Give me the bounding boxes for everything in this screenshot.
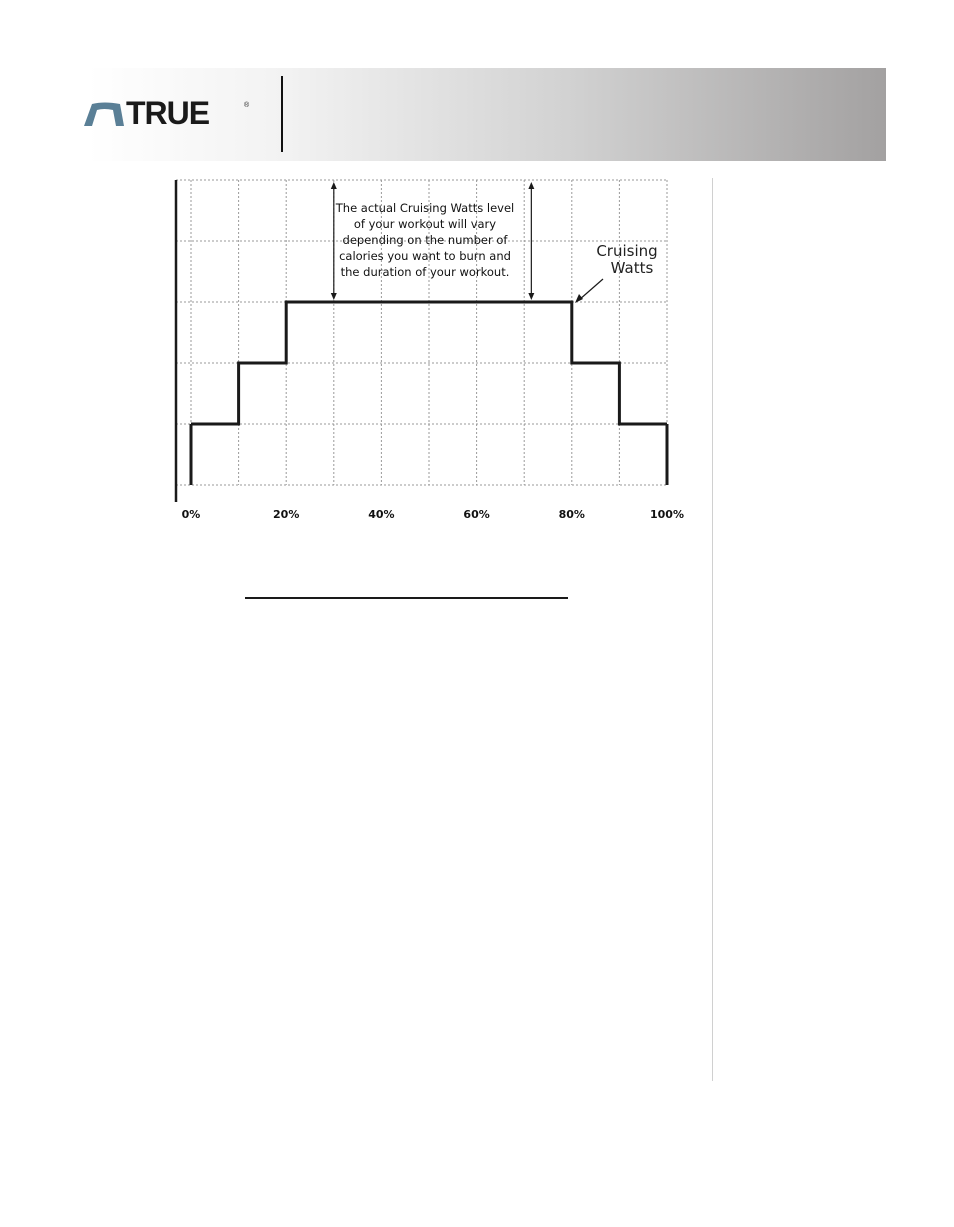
x-tick-label: 40% [368, 508, 395, 521]
cruising-watts-chart [170, 172, 700, 532]
cruising-watts-label-2: Watts [610, 259, 654, 277]
logo-text: TRUE [126, 95, 210, 131]
annotation-line-2: of your workout will vary [353, 217, 497, 231]
cruising-watts-label-1: Cruising [596, 242, 658, 260]
logo-registered-mark: ® [244, 102, 250, 109]
annotation-arrowhead-up [528, 182, 534, 189]
x-tick-label: 60% [463, 508, 490, 521]
annotation-arrowhead-down [528, 293, 534, 300]
x-tick-label: 100% [650, 508, 684, 521]
annotation-arrowhead-up [331, 182, 337, 189]
annotation-line-1: The actual Cruising Watts level [335, 201, 515, 215]
x-tick-label: 0% [181, 508, 201, 521]
cruising-watts-arrow-icon [575, 279, 603, 303]
annotation-line-5: the duration of your workout. [340, 265, 510, 279]
x-tick-label: 20% [273, 508, 300, 521]
logo-arch-icon [84, 102, 124, 126]
annotation-arrowhead-down [331, 293, 337, 300]
section-rule [245, 597, 568, 599]
right-margin-rule [712, 178, 713, 1081]
annotation-line-4: calories you want to burn and [339, 249, 511, 263]
x-tick-labels [182, 508, 684, 521]
x-tick-label: 80% [558, 508, 585, 521]
annotation-line-3: depending on the number of [342, 233, 508, 247]
header-divider [281, 76, 283, 152]
true-logo [84, 95, 254, 131]
